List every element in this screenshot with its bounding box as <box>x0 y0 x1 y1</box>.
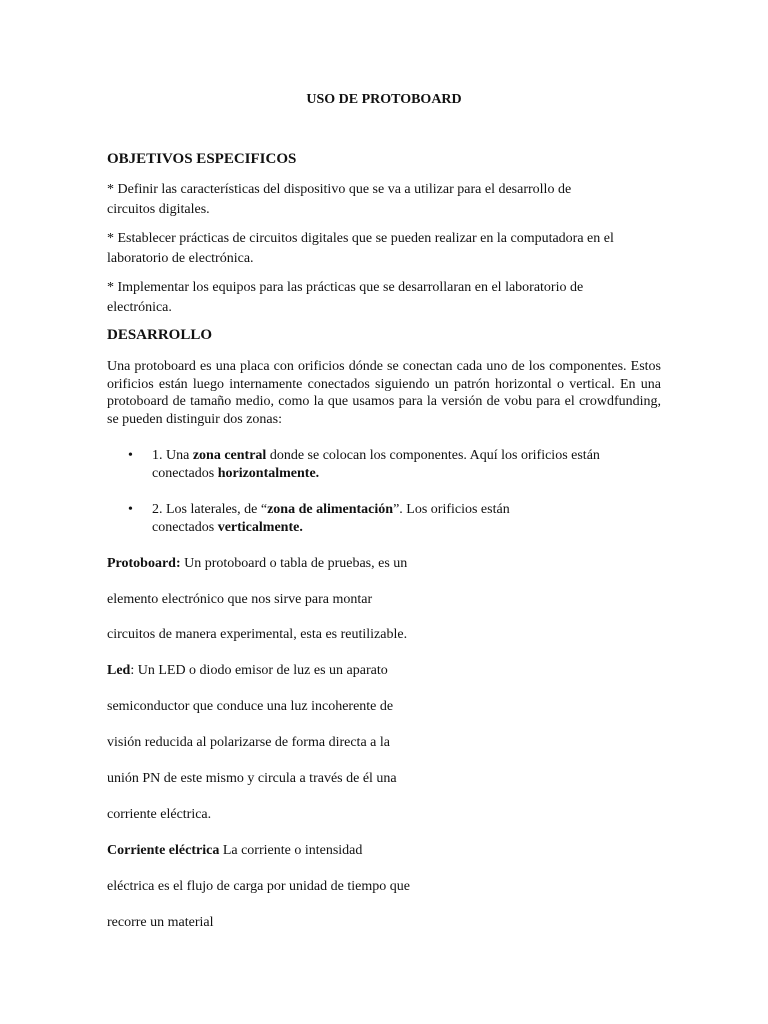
bullet-2-text <box>152 501 652 536</box>
document-title: USO DE PROTOBOARD <box>306 92 462 107</box>
development-paragraph: Una protoboard es una placa con orificios dónde se conectan cada uno de los componentes. Estos orificios están luego internamente conectados siguiendo un patrón horizontal o vertical. En una protoboard de tamaño medio, como la que usamos para la versión de vobu para el crowdfunding, se pueden distinguir dos zonas: <box>107 359 661 427</box>
bullet-1-line2: conectados horizontalmente. <box>152 465 320 481</box>
bullet-2-line2: conectados verticalmente. <box>152 519 303 535</box>
development-heading: DESARROLLO <box>107 327 213 343</box>
led-def-line3: visión reducida al polarizarse de forma directa a la <box>107 735 390 750</box>
bullet-2-line1: 2. Los laterales, de “zona de alimentación”. Los orificios están <box>152 502 510 517</box>
current-term: Corriente eléctrica <box>107 843 220 858</box>
objective-2-line1: * Establecer prácticas de circuitos digitales que se pueden realizar en la computadora en el <box>107 231 614 246</box>
objective-2-line2: laboratorio de electrónica. <box>107 251 254 266</box>
current-def-line3: recorre un material <box>107 915 214 930</box>
bullet-1-text <box>152 447 652 482</box>
current-def-line1: Corriente eléctrica La corriente o intensidad <box>107 843 363 858</box>
bullet-1-line1: 1. Una zona central donde se colocan los componentes. Aquí los orificios están <box>152 448 600 463</box>
led-def-line1: Led: Un LED o diodo emisor de luz es un aparato <box>107 663 388 678</box>
led-def-line4: unión PN de este mismo y circula a través de él una <box>107 771 397 786</box>
current-def-line2: eléctrica es el flujo de carga por unidad de tiempo que <box>107 879 410 894</box>
led-term: Led <box>107 663 131 678</box>
protoboard-def-line1: Protoboard: Un protoboard o tabla de pruebas, es un <box>107 556 408 571</box>
protoboard-def-line3: circuitos de manera experimental, esta es reutilizable. <box>107 627 408 642</box>
objective-3-line2: electrónica. <box>107 300 172 315</box>
bullet-2-marker: • <box>128 502 133 517</box>
objectives-heading: OBJETIVOS ESPECIFICOS <box>107 151 297 167</box>
bullet-1-marker: • <box>128 448 133 463</box>
protoboard-term: Protoboard: <box>107 556 181 571</box>
objective-1-line2: circuitos digitales. <box>107 202 210 217</box>
led-def-line5: corriente eléctrica. <box>107 807 212 822</box>
protoboard-def-line2: elemento electrónico que nos sirve para montar <box>107 592 373 607</box>
led-def-line2: semiconductor que conduce una luz incoherente de <box>107 699 394 714</box>
objective-3-line1: * Implementar los equipos para las prácticas que se desarrollaran en el laboratorio de <box>107 280 584 295</box>
objective-1-line1: * Definir las características del dispositivo que se va a utilizar para el desarrollo de <box>107 182 572 197</box>
